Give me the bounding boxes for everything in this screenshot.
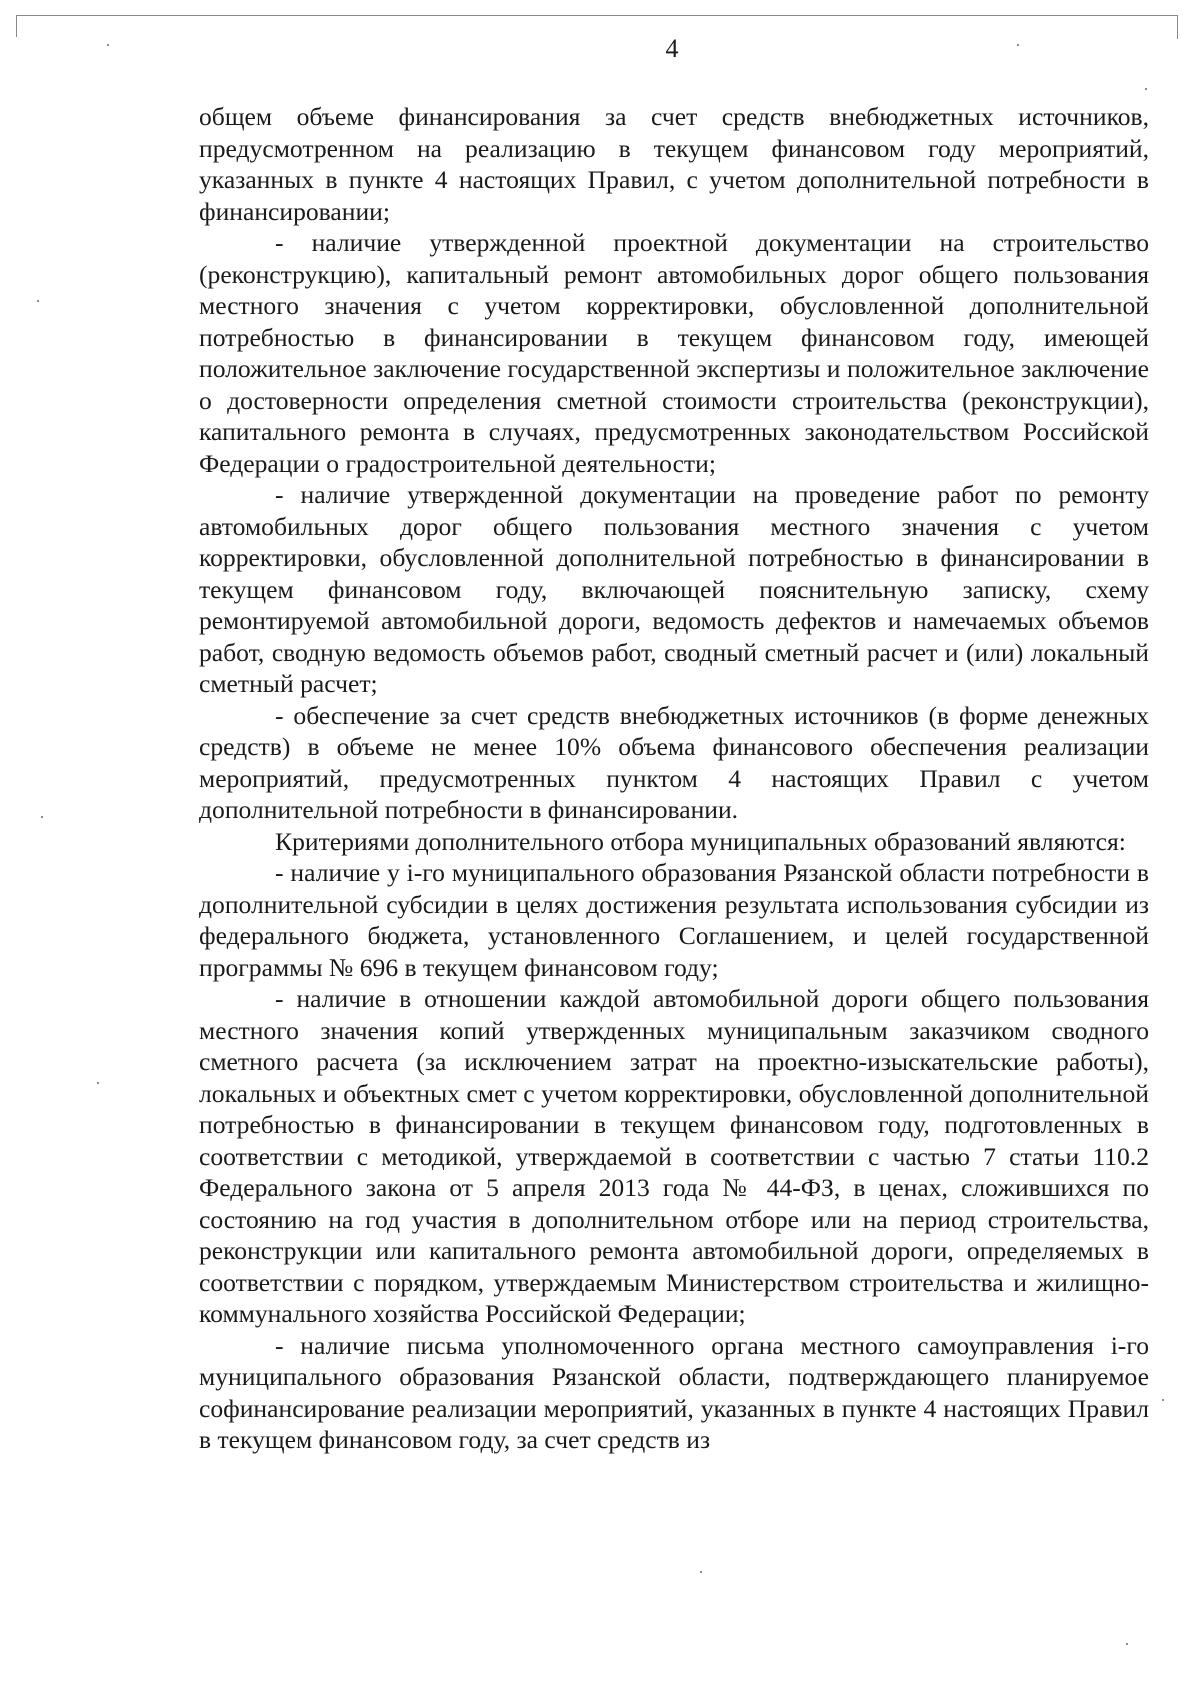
scan-speck <box>1017 44 1019 46</box>
scan-speck <box>1145 88 1147 90</box>
scan-edge-top <box>16 15 1178 16</box>
list-item-extra-budget-funding: - обеспечение за счет средств внебюджетных источников (в форме денежных средств) в объеме не менее 10% объема финансового обеспечения реализации мероприятий, предусмотренных пунктом 4 настоящих Правил с учетом дополнительной потребности в финансировании. <box>199 700 1149 824</box>
list-item-estimate-copies: - наличие в отношении каждой автомобильной дороги общего пользования местного значения копий утвержденных муниципальным заказчиком сводного сметного расчета (за исключением затрат на проектно-изыскательские работы), локальных и объектных смет с учетом корректировки, обусловленной дополнительной потребностью в финансировании в текущем финансовом году, подготовленных в соответствии с методикой, утверждаемой в соответствии с частью 7 статьи 110.2 Федерального закона от 5 апреля 2013 года № 44-ФЗ, в ценах, сложившихся по состоянию на год участия в дополнительном отборе или на период строительства, реконструкции или капитального ремонта автомобильной дороги, определяемых в соответствии с порядком, утверждаемым Министерством строительства и жилищно-коммунального хозяйства Российской Федерации; <box>199 984 1149 1328</box>
scan-speck <box>37 300 39 302</box>
scan-speck <box>700 1571 702 1573</box>
list-item-project-documentation: - наличие утвержденной проектной документации на строительство (реконструкцию), капитальный ремонт автомобильных дорог общего пользования местного значения с учетом корректировки, обусловленной дополнительной потребностью в финансировании в текущем финансовом году, имеющей положительное заключение государственной экспертизы и положительное заключение о достоверности определения сметной стоимости строительства (реконструкции), капитального ремонта в случаях, предусмотренных законодательством Российской Федерации о градостроительной деятельности; <box>199 228 1149 478</box>
criteria-heading: Критериями дополнительного отбора муниципальных образований являются: <box>275 826 1126 856</box>
list-item-subsidy-need: - наличие у i-го муниципального образования Рязанской области потребности в дополнительной субсидии в целях достижения результата использования субсидии из федерального бюджета, установленного Соглашением, и целей государственной программы № 696 в текущем финансовом году; <box>199 858 1149 982</box>
list-item-cofinancing-letter: - наличие письма уполномоченного органа местного самоуправления i-го муниципального образования Рязанской области, подтверждающего планируемое софинансирование реализации мероприятий, указанных в пункте 4 настоящих Правил в текущем финансовом году, за счет средств из <box>199 1330 1149 1454</box>
list-item-repair-documentation: - наличие утвержденной документации на проведение работ по ремонту автомобильных дорог общего пользования местного значения с учетом корректировки, обусловленной дополнительной потребностью в финансировании в текущем финансовом году, включающей пояснительную записку, схему ремонтируемой автомобильной дороги, ведомость дефектов и намечаемых объемов работ, сводную ведомость объемов работ, сводный сметный расчет и (или) локальный сметный расчет; <box>199 480 1149 698</box>
page-number: 4 <box>665 34 679 63</box>
scan-speck <box>1126 1643 1128 1645</box>
scan-speck <box>41 816 43 818</box>
scan-speck <box>1162 1399 1164 1401</box>
document-body <box>199 101 1149 1456</box>
scan-speck <box>107 44 109 46</box>
scan-speck <box>97 1082 99 1084</box>
paragraph-continuation: общем объеме финансирования за счет средств внебюджетных источников, предусмотренном на реализацию в текущем финансовом году мероприятий, указанных в пункте 4 настоящих Правил, с учетом дополнительной потребности в финансировании; <box>199 102 1149 226</box>
